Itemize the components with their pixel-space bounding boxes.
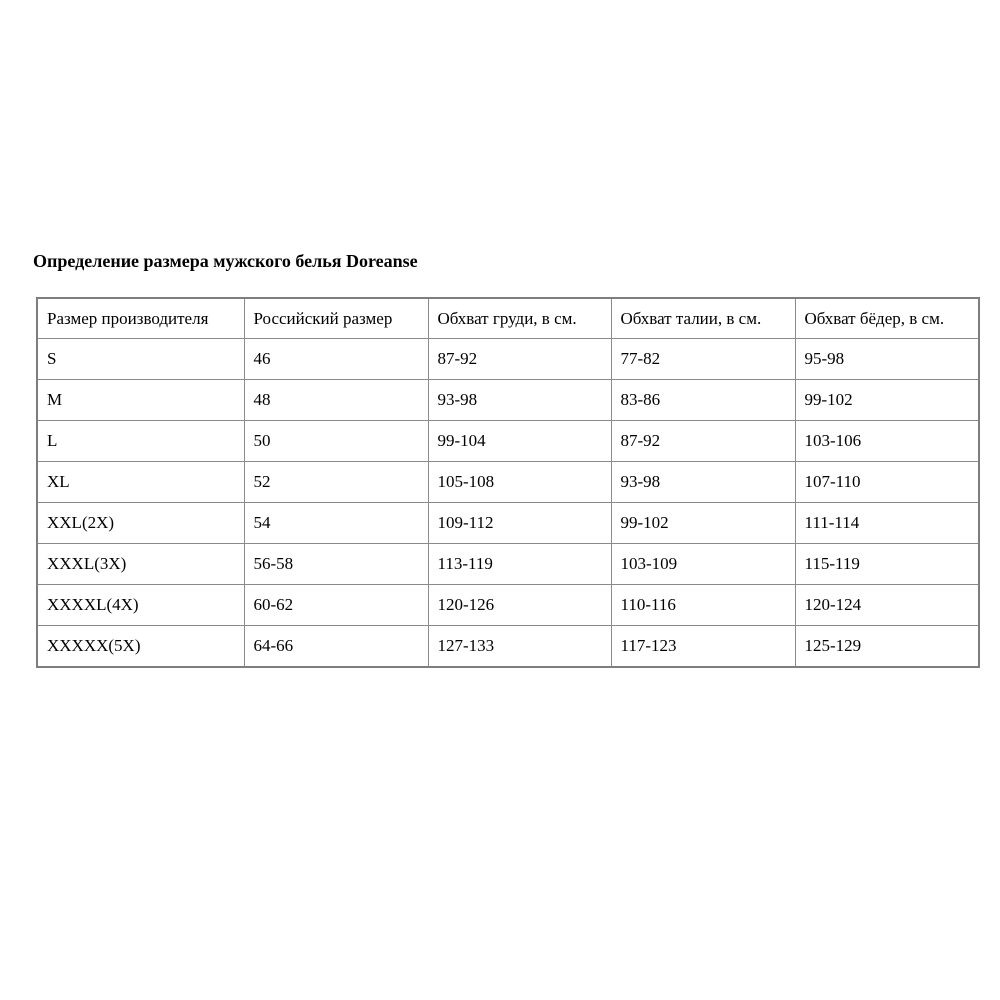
table-row	[37, 503, 979, 544]
table-cell: L	[37, 421, 244, 462]
table-cell: XXXL(3X)	[37, 544, 244, 585]
table-cell: 54	[244, 503, 428, 544]
table-cell: 120-126	[428, 585, 611, 626]
table-cell: XXXXX(5X)	[37, 626, 244, 668]
table-cell: 83-86	[611, 380, 795, 421]
table-cell: 109-112	[428, 503, 611, 544]
table-cell: XXXXL(4X)	[37, 585, 244, 626]
table-cell: 99-102	[795, 380, 979, 421]
size-table-body	[37, 339, 979, 668]
table-cell: 48	[244, 380, 428, 421]
column-header: Российский размер	[244, 298, 428, 339]
table-cell: 117-123	[611, 626, 795, 668]
table-cell: 60-62	[244, 585, 428, 626]
column-header: Обхват груди, в см.	[428, 298, 611, 339]
table-cell: 95-98	[795, 339, 979, 380]
table-cell: 105-108	[428, 462, 611, 503]
size-table	[36, 297, 980, 668]
table-row	[37, 585, 979, 626]
table-header-row	[37, 298, 979, 339]
table-cell: 87-92	[428, 339, 611, 380]
table-cell: M	[37, 380, 244, 421]
column-header: Размер производителя	[37, 298, 244, 339]
size-table-head	[37, 298, 979, 339]
table-cell: 120-124	[795, 585, 979, 626]
table-row	[37, 339, 979, 380]
table-cell: 46	[244, 339, 428, 380]
table-cell: 125-129	[795, 626, 979, 668]
table-cell: S	[37, 339, 244, 380]
table-cell: 127-133	[428, 626, 611, 668]
table-cell: 64-66	[244, 626, 428, 668]
table-cell: 111-114	[795, 503, 979, 544]
column-header: Обхват бёдер, в см.	[795, 298, 979, 339]
column-header: Обхват талии, в см.	[611, 298, 795, 339]
table-cell: 93-98	[611, 462, 795, 503]
table-cell: 87-92	[611, 421, 795, 462]
table-cell: 50	[244, 421, 428, 462]
table-cell: 99-102	[611, 503, 795, 544]
table-cell: 93-98	[428, 380, 611, 421]
table-row	[37, 626, 979, 668]
table-cell: 77-82	[611, 339, 795, 380]
page-title: Определение размера мужского белья Doreanse	[33, 251, 418, 271]
table-cell: 103-106	[795, 421, 979, 462]
table-cell: 56-58	[244, 544, 428, 585]
table-cell: 113-119	[428, 544, 611, 585]
table-row	[37, 380, 979, 421]
table-cell: 103-109	[611, 544, 795, 585]
table-row	[37, 462, 979, 503]
table-cell: 99-104	[428, 421, 611, 462]
table-cell: XXL(2X)	[37, 503, 244, 544]
table-cell: 115-119	[795, 544, 979, 585]
table-row	[37, 544, 979, 585]
table-cell: 107-110	[795, 462, 979, 503]
table-cell: XL	[37, 462, 244, 503]
table-cell: 52	[244, 462, 428, 503]
table-row	[37, 421, 979, 462]
table-cell: 110-116	[611, 585, 795, 626]
